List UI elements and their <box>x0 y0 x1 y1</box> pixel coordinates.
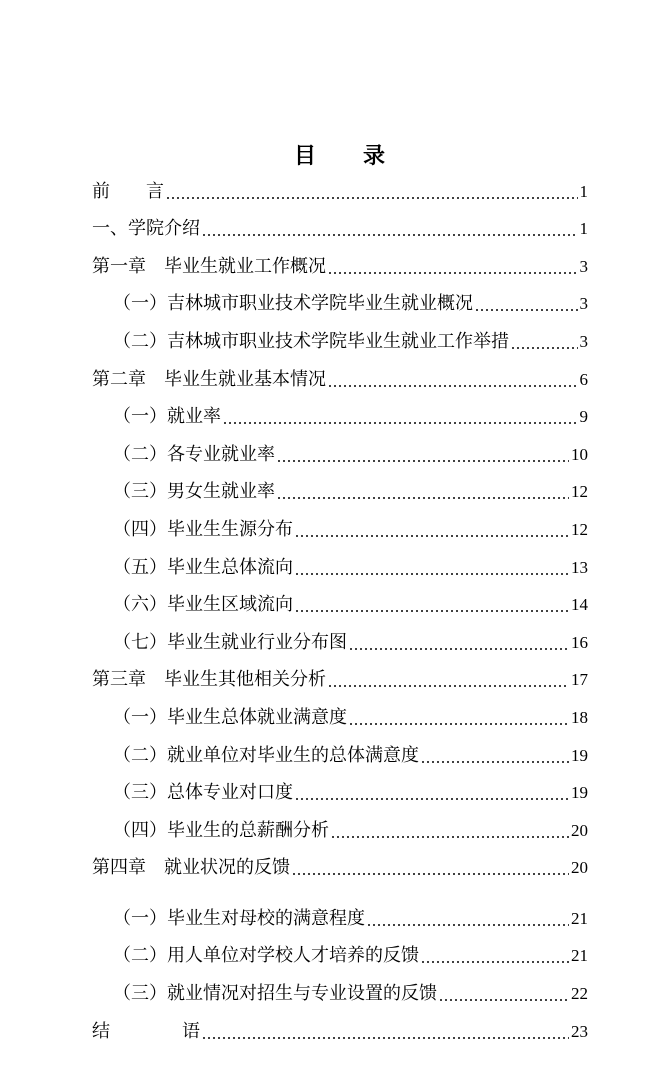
toc-entry-label: （七）毕业生就业行业分布图 <box>113 631 347 652</box>
toc-entry-page-number: 20 <box>571 820 588 840</box>
toc-entry-page-number: 16 <box>571 632 588 652</box>
toc-entry-page-number: 22 <box>571 984 588 1004</box>
toc-entry[interactable] <box>92 849 588 887</box>
toc-entry-label: 第一章 毕业生就业工作概况 <box>92 255 326 276</box>
toc-entry[interactable] <box>92 322 588 360</box>
toc-entry-page-number: 21 <box>571 946 588 966</box>
toc-dotted-leader <box>350 648 569 650</box>
toc-entry-label: 一、学院介绍 <box>92 218 200 239</box>
toc-entry[interactable] <box>92 548 588 586</box>
toc-entry-label: 结 语 <box>92 1020 200 1041</box>
toc-entry[interactable] <box>92 623 588 661</box>
toc-entry-page-number: 17 <box>571 670 588 690</box>
toc-entry-label: （一）就业率 <box>113 406 221 427</box>
toc-entry[interactable] <box>92 774 588 812</box>
toc-entry[interactable] <box>92 661 588 699</box>
toc-entry[interactable] <box>92 698 588 736</box>
toc-entry-label: （三）就业情况对招生与专业设置的反馈 <box>113 983 437 1004</box>
toc-entry-label: 第三章 毕业生其他相关分析 <box>92 669 326 690</box>
toc-entry-page-number: 3 <box>579 294 588 314</box>
toc-entry-page-number: 19 <box>571 783 588 803</box>
toc-entry-label: 第四章 就业状况的反馈 <box>92 857 290 878</box>
toc-entry-page-number: 9 <box>579 407 588 427</box>
toc-dotted-leader <box>329 385 578 387</box>
toc-entry-page-number: 19 <box>571 745 588 765</box>
toc-entry-page-number: 21 <box>571 908 588 928</box>
toc-entry[interactable] <box>92 937 588 975</box>
toc-entry[interactable] <box>92 736 588 774</box>
toc-dotted-leader <box>296 610 569 612</box>
toc-entry[interactable] <box>92 435 588 473</box>
toc-dotted-leader <box>278 497 569 499</box>
toc-entry-label: （二）用人单位对学校人才培养的反馈 <box>113 945 419 966</box>
toc-dotted-leader <box>224 422 578 424</box>
toc-entry-page-number: 12 <box>571 482 588 502</box>
toc-entry-label: 第二章 毕业生就业基本情况 <box>92 368 326 389</box>
toc-dotted-leader <box>440 999 569 1001</box>
toc-entry[interactable] <box>92 473 588 511</box>
toc-entry[interactable] <box>92 247 588 285</box>
toc-entry-label: （四）毕业生生源分布 <box>113 518 293 539</box>
toc-entry-label: （三）男女生就业率 <box>113 481 275 502</box>
toc-dotted-leader <box>476 309 578 311</box>
toc-dotted-leader <box>422 761 569 763</box>
toc-dotted-leader <box>422 961 569 963</box>
toc-entry-label: （二）各专业就业率 <box>113 443 275 464</box>
toc-entry-page-number: 20 <box>571 858 588 878</box>
toc-dotted-leader <box>332 836 569 838</box>
toc-dotted-leader <box>296 573 569 575</box>
toc-entry-label: （一）毕业生对母校的满意程度 <box>113 907 365 928</box>
toc-entry-label: （二）就业单位对毕业生的总体满意度 <box>113 744 419 765</box>
toc-entry-label: （三）总体专业对口度 <box>113 782 293 803</box>
toc-dotted-leader <box>296 535 569 537</box>
toc-entry[interactable] <box>92 360 588 398</box>
toc-dotted-leader <box>167 197 578 199</box>
toc-dotted-leader <box>350 723 569 725</box>
toc-entry-page-number: 12 <box>571 519 588 539</box>
toc-dotted-leader <box>278 460 569 462</box>
toc-dotted-leader <box>293 873 569 875</box>
toc-entry[interactable] <box>92 510 588 548</box>
toc-entry-label: （一）毕业生总体就业满意度 <box>113 706 347 727</box>
toc-title: 目 录 <box>293 143 386 168</box>
toc-entry-label: （一）吉林城市职业技术学院毕业生就业概况 <box>113 293 473 314</box>
toc-entry-page-number: 6 <box>579 369 588 389</box>
toc-entry-label: （二）吉林城市职业技术学院毕业生就业工作举措 <box>113 330 509 351</box>
toc-entry[interactable] <box>92 899 588 937</box>
toc-entry[interactable] <box>92 974 588 1012</box>
toc-entry[interactable] <box>92 398 588 436</box>
toc-entry[interactable] <box>92 586 588 624</box>
toc-dotted-leader <box>512 347 578 349</box>
toc-entry-label: 前 言 <box>92 180 164 201</box>
toc-entry[interactable] <box>92 285 588 323</box>
toc-entry-page-number: 1 <box>579 181 588 201</box>
toc-entry-page-number: 13 <box>571 557 588 577</box>
toc-entry-label: （五）毕业生总体流向 <box>113 556 293 577</box>
toc-entry-page-number: 3 <box>579 256 588 276</box>
toc-entry-page-number: 3 <box>579 331 588 351</box>
toc-entry[interactable] <box>92 172 588 210</box>
toc-dotted-leader <box>329 685 569 687</box>
toc-entry[interactable] <box>92 1012 588 1050</box>
toc-entry[interactable] <box>92 811 588 849</box>
toc-dotted-leader <box>296 798 569 800</box>
toc-entry-page-number: 18 <box>571 707 588 727</box>
toc-entry[interactable] <box>92 210 588 248</box>
toc-entry-page-number: 14 <box>571 595 588 615</box>
toc-dotted-leader <box>203 234 578 236</box>
toc-dotted-leader <box>203 1037 569 1039</box>
toc-entry-page-number: 1 <box>579 219 588 239</box>
toc-entry-label: （四）毕业生的总薪酬分析 <box>113 819 329 840</box>
toc-list <box>92 172 588 1050</box>
toc-entry-page-number: 10 <box>571 444 588 464</box>
toc-entry-label: （六）毕业生区域流向 <box>113 594 293 615</box>
toc-entry-page-number: 23 <box>571 1021 588 1041</box>
toc-dotted-leader <box>329 272 578 274</box>
toc-dotted-leader <box>368 924 569 926</box>
